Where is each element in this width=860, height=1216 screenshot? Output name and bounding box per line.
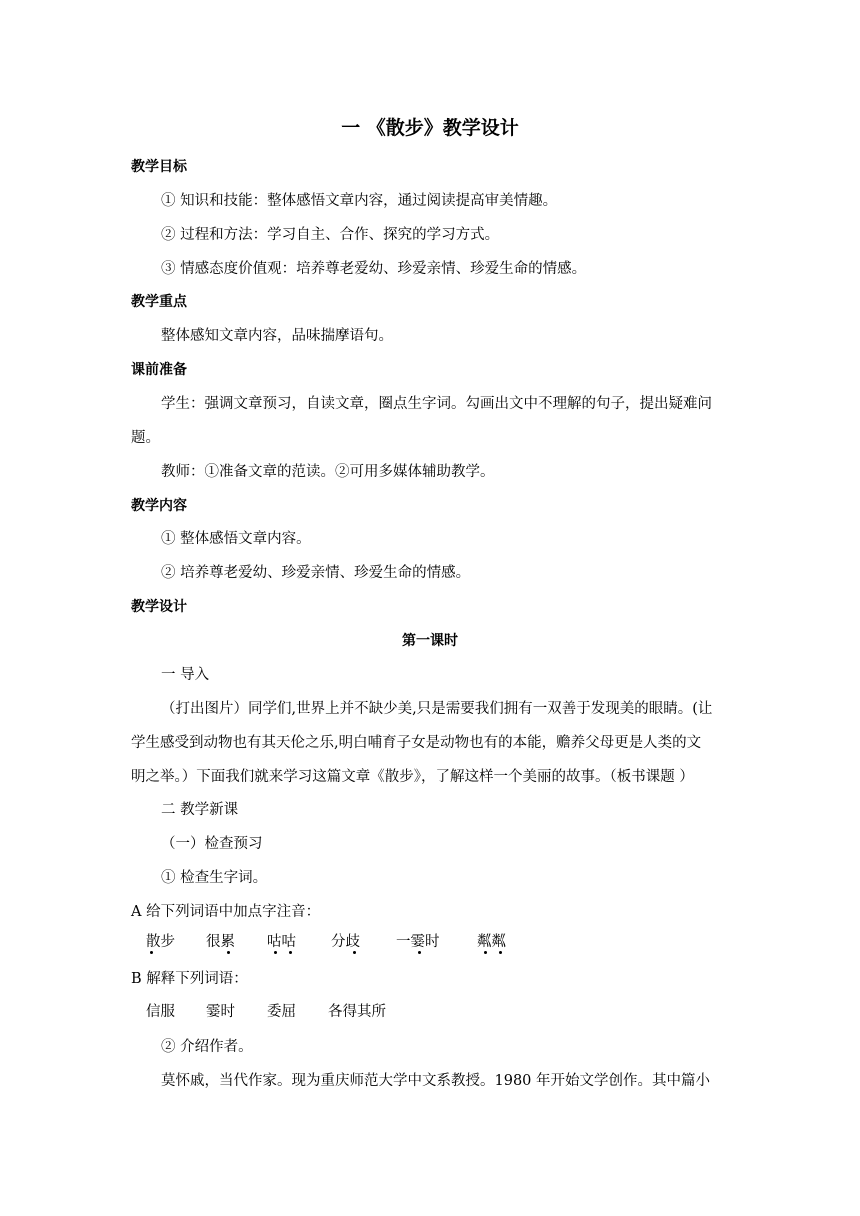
emphasis-dot bbox=[150, 951, 153, 954]
preparation-teacher: 教师：①准备文章的范读。②可用多媒体辅助教学。 bbox=[161, 464, 495, 480]
emphasis-dot bbox=[353, 951, 356, 954]
word-item: 霎时 bbox=[206, 1004, 235, 1020]
intro-line-1: （打出图片）同学们,世界上并不缺少美,只是需要我们拥有一双善于发现美的眼睛。(让 bbox=[161, 701, 713, 717]
intro-line-3: 明之举。）下面我们就来学习这篇文章《散步》，了解这样一个美丽的故事。（板书课题 ） bbox=[131, 769, 694, 785]
emphasis-dot bbox=[499, 951, 502, 954]
word-item: 很累 bbox=[206, 934, 235, 950]
word-item: 委屈 bbox=[267, 1004, 296, 1020]
word-item: 一霎时 bbox=[396, 934, 440, 950]
emphasis-dot bbox=[289, 951, 292, 954]
page-title: 一 《散步》教学设计 bbox=[341, 117, 519, 139]
heading-teaching-goals: 教学目标 bbox=[131, 159, 187, 175]
word-item: 粼粼 bbox=[477, 934, 506, 950]
content-item-2: ② 培养尊老爱幼、珍爱亲情、珍爱生命的情感。 bbox=[161, 565, 471, 581]
preparation-student-line-1: 学生：强调文章预习，自读文章，圈点生字词。勾画出文中不理解的句子，提出疑难问 bbox=[161, 396, 712, 412]
heading-teaching-design: 教学设计 bbox=[131, 599, 187, 615]
word-item: 分歧 bbox=[331, 934, 360, 950]
heading-preparation: 课前准备 bbox=[131, 362, 187, 378]
preparation-student-line-2: 题。 bbox=[131, 430, 160, 446]
emphasis-dot bbox=[227, 951, 230, 954]
goal-item-knowledge: ① 知识和技能：整体感悟文章内容，通过阅读提高审美情趣。 bbox=[161, 193, 558, 209]
intro-line-2: 学生感受到动物也有其天伦之乐,明白哺育子女是动物也有的本能，赡养父母更是人类的文 bbox=[131, 735, 702, 751]
word-item: 信服 bbox=[146, 1004, 175, 1020]
lesson-title: 第一课时 bbox=[402, 633, 458, 649]
focus-text: 整体感知文章内容，品味揣摩语句。 bbox=[161, 328, 393, 344]
part-new-lesson-title: 二 教学新课 bbox=[161, 802, 239, 818]
goal-item-process: ② 过程和方法：学习自主、合作、探究的学习方式。 bbox=[161, 227, 500, 243]
task-b-label: B 解释下列词语： bbox=[131, 971, 248, 987]
emphasis-dot bbox=[274, 951, 277, 954]
check-new-words: ① 检查生字词。 bbox=[161, 870, 268, 886]
emphasis-dot bbox=[418, 951, 421, 954]
word-item: 咕咕 bbox=[267, 934, 296, 950]
heading-teaching-content: 教学内容 bbox=[131, 498, 187, 514]
heading-teaching-focus: 教学重点 bbox=[131, 294, 187, 310]
goal-item-emotion: ③ 情感态度价值观：培养尊老爱幼、珍爱亲情、珍爱生命的情感。 bbox=[161, 261, 587, 277]
introduce-author: ② 介绍作者。 bbox=[161, 1039, 253, 1055]
word-item: 散步 bbox=[146, 934, 175, 950]
explain-word-list bbox=[0, 1002, 860, 1024]
word-item: 各得其所 bbox=[328, 1004, 386, 1020]
task-a-label: A 给下列词语中加点字注音： bbox=[131, 904, 321, 920]
pinyin-word-list bbox=[0, 932, 860, 954]
author-paragraph-line-1: 莫怀戚，当代作家。现为重庆师范大学中文系教授。1980 年开始文学创作。其中篇小 bbox=[161, 1073, 711, 1089]
content-item-1: ① 整体感悟文章内容。 bbox=[161, 531, 311, 547]
emphasis-dot bbox=[484, 951, 487, 954]
part-introduction-title: 一 导入 bbox=[161, 667, 210, 683]
subsection-check-preview: （一）检查预习 bbox=[161, 836, 263, 852]
